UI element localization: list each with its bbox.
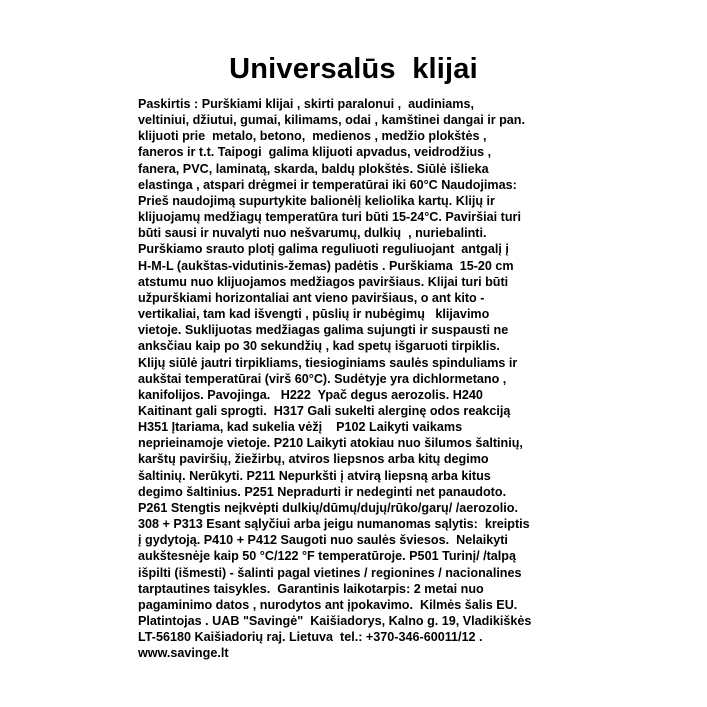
text-line: karštų paviršių, žiežirbų, atviros liepsnos arba kitų degimo <box>138 452 489 467</box>
page-title: Universalūs klijai <box>229 53 478 85</box>
text-line: Platintojas . UAB "Savingė" Kaišiadorys, Kalno g. 19, Vladikiškės <box>138 614 532 628</box>
text-line: Purškiamo srauto plotį galima reguliuoti reguliuojant antgalį į <box>138 242 509 257</box>
text-line: atstumu nuo klijuojamos medžiagos paviršiaus. Klijai turi būti <box>138 274 509 289</box>
text-line: klijuojamų medžiagų temperatūra turi būti 15-24°C. Paviršiai turi <box>138 210 521 225</box>
text-line: www.savinge.lt <box>138 646 229 661</box>
text-line: tarptautines taisykles. Garantinis laikotarpis: 2 metai nuo <box>138 581 484 596</box>
text-line: aukštesnėje kaip 50 °C/122 °F temperatūroje. P501 Turinį/ /talpą <box>138 549 517 564</box>
text-line: LT-56180 Kaišiadorių raj. Lietuva tel.: +370-346-60011/12 . <box>138 630 483 645</box>
text-line: P261 Stengtis neįkvėpti dulkių/dūmų/dujų/rūko/garų/ /aerozolio. <box>138 500 518 515</box>
text-line: Klijų siūlė jautri tirpikliams, tiesioginiams saulės spinduliams ir <box>138 355 518 370</box>
text-line: į gydytoją. P410 + P412 Saugoti nuo saulės šviesos. Nelaikyti <box>138 533 508 548</box>
text-line: elastinga , atspari drėgmei ir temperatūrai iki 60°C Naudojimas: <box>138 177 517 192</box>
text-line: neprieinamoje vietoje. P210 Laikyti atokiau nuo šilumos šaltinių, <box>138 436 523 451</box>
text-line: Prieš naudojimą supurtykite balionėlį keliolika kartų. Klijų ir <box>138 193 495 208</box>
text-line: veltiniui, džiutui, gumai, kilimams, odai , kamštinei dangai ir pan. <box>138 113 525 128</box>
text-line: H-M-L (aukštas-vidutinis-žemas) padėtis . Purškiama 15-20 cm <box>138 258 514 273</box>
text-line: H351 Įtariama, kad sukelia vėžį P102 Laikyti vaikams <box>138 420 463 435</box>
text-line: užpurškiami horizontaliai ant vieno paviršiaus, o ant kito - <box>138 290 485 305</box>
text-line: fanera, PVC, laminatą, skarda, baldų plokštės. Siūlė išlieka <box>138 161 489 176</box>
text-line: kanifolijos. Pavojinga. H222 Ypač degus aerozolis. H240 <box>138 387 483 402</box>
text-line: išpilti (išmesti) - šalinti pagal vietines / regionines / nacionalines <box>138 565 522 580</box>
text-line: klijuoti prie metalo, betono, medienos , medžio plokštės , <box>138 129 487 144</box>
product-description <box>138 96 598 661</box>
text-line: aukštai temperatūrai (virš 60°C). Sudėtyje yra dichlormetano , <box>138 371 507 386</box>
text-line: anksčiau kaip po 30 sekundžių , kad spetų išgaruoti tirpiklis. <box>138 339 500 354</box>
text-line: Paskirtis : Purškiami klijai , skirti paralonui , audiniams, <box>138 97 474 111</box>
text-line: šaltinių. Nerūkyti. P211 Nepurkšti į atvirą liepsną arba kitus <box>138 468 491 483</box>
text-line: būti sausi ir nuvalyti nuo nešvarumų, dulkių , nuriebalinti. <box>138 226 487 241</box>
text-line: vietoje. Suklijuotas medžiagas galima sujungti ir suspausti ne <box>138 323 509 338</box>
text-line: degimo šaltinius. P251 Nepradurti ir nedeginti net panaudoto. <box>138 484 507 499</box>
text-line: pagaminimo datos , nurodytos ant įpokavimo. Kilmės šalis EU. <box>138 597 518 612</box>
text-line: vertikaliai, tam kad išvengti , pūslių ir nubėgimų klijavimo <box>138 307 490 322</box>
text-line: Kaitinant gali sprogti. H317 Gali sukelti alerginę odos reakciją <box>138 403 511 418</box>
text-line: faneros ir t.t. Taipogi galima klijuoti apvadus, veidrodžius , <box>138 145 492 160</box>
text-line: 308 + P313 Esant sąlyčiui arba jeigu numanomas sąlytis: kreiptis <box>138 517 530 532</box>
